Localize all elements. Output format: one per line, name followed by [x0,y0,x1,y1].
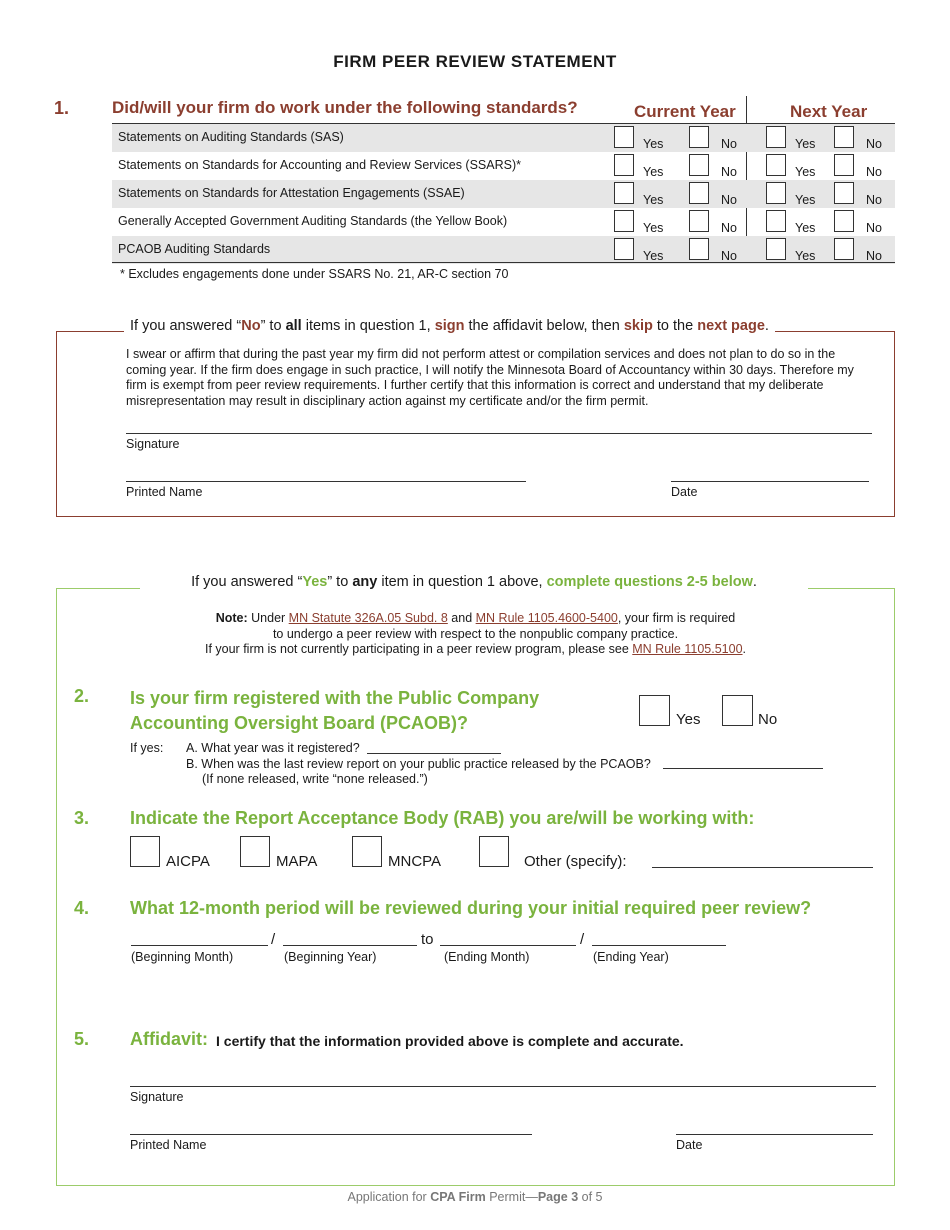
ending-year-line[interactable] [592,945,726,946]
intro-text: the affidavit below, then [464,318,624,334]
ending-year-label: (Ending Year) [593,950,669,964]
footer-text: Application for [347,1190,431,1204]
q3-number: 3. [74,808,90,828]
rab-mncpa-checkbox[interactable] [352,836,382,867]
note-text: Under [247,611,289,625]
intro-text: . [752,574,757,590]
date-label: Date [671,485,698,499]
q5-printed-name-line[interactable] [130,1134,532,1135]
q1-yes-label: Yes [643,137,664,151]
q1-next-yes-checkbox[interactable] [766,126,786,148]
standard-label: Statements on Auditing Standards (SAS) [118,130,344,144]
statute-link[interactable]: MN Statute 326A.05 Subd. 8 [288,611,448,625]
q2-a-line[interactable] [367,753,501,754]
intro-text: If you answered “ [191,574,303,590]
q1-no-label: No [866,249,882,263]
q1-yes-label: Yes [643,249,664,263]
intro-text: ” to [327,574,353,590]
q5-signature-label: Signature [130,1090,184,1104]
ending-month-label: (Ending Month) [444,950,530,964]
q1-no-label: No [721,137,737,151]
q1-question: Did/will your firm do work under the following standards? [112,98,578,117]
q4-question: What 12-month period will be reviewed during your initial required peer review? [130,898,812,918]
q1-yes-label: Yes [643,165,664,179]
q1-no-label: No [721,193,737,207]
date-line[interactable] [671,481,869,482]
page-title: FIRM PEER REVIEW STATEMENT [333,52,617,71]
note-text: and [447,611,476,625]
q3-question: Indicate the Report Acceptance Body (RAB) you are/will be working with: [130,808,755,828]
slash: / [580,931,585,948]
q2-yes-checkbox[interactable] [639,695,670,726]
rab-mapa-label: MAPA [276,853,318,870]
q1-no-label: No [721,221,737,235]
q1-next-no-checkbox[interactable] [834,154,854,176]
q1-current-yes-checkbox[interactable] [614,238,634,260]
table-bottom-rule [112,262,895,263]
intro-sign: sign [434,318,465,334]
q1-current-no-checkbox[interactable] [689,154,709,176]
footer-text: of 5 [578,1190,603,1204]
signature-line[interactable] [126,433,872,434]
q2-number: 2. [74,686,90,706]
q1-number: 1. [54,98,70,118]
q1-current-no-checkbox[interactable] [689,182,709,204]
col-next-year: Next Year [790,102,868,121]
intro-skip: skip [623,318,653,334]
q1-current-yes-checkbox[interactable] [614,182,634,204]
note-label: Note: [215,611,248,625]
note-text: to undergo a peer review with respect to the nonpublic company practice. [272,626,679,641]
q5-date-line[interactable] [676,1134,873,1135]
beginning-month-label: (Beginning Month) [131,950,234,964]
q1-next-yes-checkbox[interactable] [766,154,786,176]
q2-a-label: A. What year was it registered? [186,741,360,755]
q1-yes-label: Yes [795,249,816,263]
q1-current-yes-checkbox[interactable] [614,154,634,176]
q1-current-no-checkbox[interactable] [689,126,709,148]
beginning-month-line[interactable] [131,945,268,946]
q5-statement: I certify that the information provided above is complete and accurate. [216,1033,684,1049]
q5-affidavit-label: Affidavit: [130,1029,208,1049]
q1-no-label: No [866,137,882,151]
q1-next-no-checkbox[interactable] [834,126,854,148]
q2-b-line[interactable] [663,768,823,769]
q2-line-2: Accounting Oversight Board (PCAOB)? [130,713,469,733]
slash: / [271,931,276,948]
q1-yes-label: Yes [795,221,816,235]
q1-no-label: No [866,193,882,207]
q1-yes-label: Yes [795,165,816,179]
rab-other-checkbox[interactable] [479,836,509,867]
beginning-year-label: (Beginning Year) [284,950,377,964]
yes-section-intro [140,574,808,590]
standard-label: Statements on Standards for Accounting and Review Services (SSARS)* [118,158,521,172]
q1-footnote: * Excludes engagements done under SSARS No. 21, AR-C section 70 [120,267,509,281]
intro-text: . [764,318,769,334]
col-current-year: Current Year [634,102,736,121]
intro-text: to the [652,318,698,334]
intro-text: ” to [260,318,286,334]
rule-link-2[interactable]: MN Rule 1105.5100 [632,642,743,656]
q2-no-label: No [758,711,778,728]
q2-b-label: B. When was the last review report on your public practice released by the PCAOB? [186,757,651,771]
rab-other-line[interactable] [652,867,873,868]
no-affidavit-text: I swear or affirm that during the past year my firm did not perform attest or compilation services and does not plan to do so in the coming year. If the firm does engage in such practice, I will notify the Minnesota Board of Accountancy within 30 days. Therefore my firm is exempt from peer review requirements. I further certify that this information is correct and understand that my deliberate misrepresentation may result in disciplinary action against my certificate and/or the firm permit. [126,347,854,408]
q2-b-note: (If none released, write “none released.”) [202,772,428,786]
q2-question [130,686,539,736]
printed-name-label: Printed Name [126,485,203,499]
intro-complete: complete questions 2-5 below [546,574,753,590]
rab-aicpa-label: AICPA [166,853,210,870]
footer-text: Permit— [485,1190,538,1204]
printed-name-line[interactable] [126,481,526,482]
q1-no-label: No [721,165,737,179]
q1-next-yes-checkbox[interactable] [766,238,786,260]
q2-if-yes: If yes: [130,741,164,755]
intro-text: items in question 1, [301,318,435,334]
peer-review-note [56,611,895,658]
standard-label: Generally Accepted Government Auditing Standards (the Yellow Book) [118,214,508,228]
intro-text: If you answered “ [130,318,242,334]
q1-current-yes-checkbox[interactable] [614,210,634,232]
ending-month-line[interactable] [440,945,576,946]
q4-number: 4. [74,898,90,918]
intro-all: all [285,318,302,334]
q2-no-checkbox[interactable] [722,695,753,726]
q1-no-label: No [866,221,882,235]
footer-firm: CPA Firm [430,1190,486,1204]
signature-label: Signature [126,437,180,451]
q1-next-no-checkbox[interactable] [834,210,854,232]
q1-next-yes-checkbox[interactable] [766,182,786,204]
q1-no-label: No [721,249,737,263]
rab-mapa-checkbox[interactable] [240,836,270,867]
q1-current-no-checkbox[interactable] [689,210,709,232]
q1-current-yes-checkbox[interactable] [614,126,634,148]
q1-yes-label: Yes [643,221,664,235]
q5-date-label: Date [676,1138,703,1152]
q2-line-1: Is your firm registered with the Public Company [130,688,540,708]
beginning-year-line[interactable] [283,945,417,946]
q1-next-no-checkbox[interactable] [834,238,854,260]
intro-yes: Yes [302,574,328,590]
rab-mncpa-label: MNCPA [388,853,442,870]
to-label: to [421,931,434,948]
q1-yes-label: Yes [795,193,816,207]
rule-link[interactable]: MN Rule 1105.4600-5400 [475,611,618,625]
q1-next-yes-checkbox[interactable] [766,210,786,232]
intro-no: No [241,318,261,334]
standard-label: PCAOB Auditing Standards [118,242,271,256]
note-text: . [742,642,747,656]
rab-other-label: Other (specify): [524,853,627,870]
q1-next-no-checkbox[interactable] [834,182,854,204]
q1-no-label: No [866,165,882,179]
intro-text: item in question 1 above, [377,574,547,590]
intro-next-page: next page [697,318,765,334]
q1-current-no-checkbox[interactable] [689,238,709,260]
no-section-intro [124,318,775,334]
q5-printed-name-label: Printed Name [130,1138,207,1152]
note-text: If your firm is not currently participating in a peer review program, please see [204,642,633,656]
footer-page: Page 3 [537,1190,579,1204]
standard-label: Statements on Standards for Attestation Engagements (SSAE) [118,186,465,200]
q2-yes-label: Yes [676,711,701,728]
rab-aicpa-checkbox[interactable] [130,836,160,867]
q5-number: 5. [74,1029,90,1049]
q1-yes-label: Yes [643,193,664,207]
note-text: , your firm is required [617,611,736,625]
q1-yes-label: Yes [795,137,816,151]
intro-any: any [352,574,378,590]
q5-signature-line[interactable] [130,1086,876,1087]
page-footer [0,1190,950,1204]
